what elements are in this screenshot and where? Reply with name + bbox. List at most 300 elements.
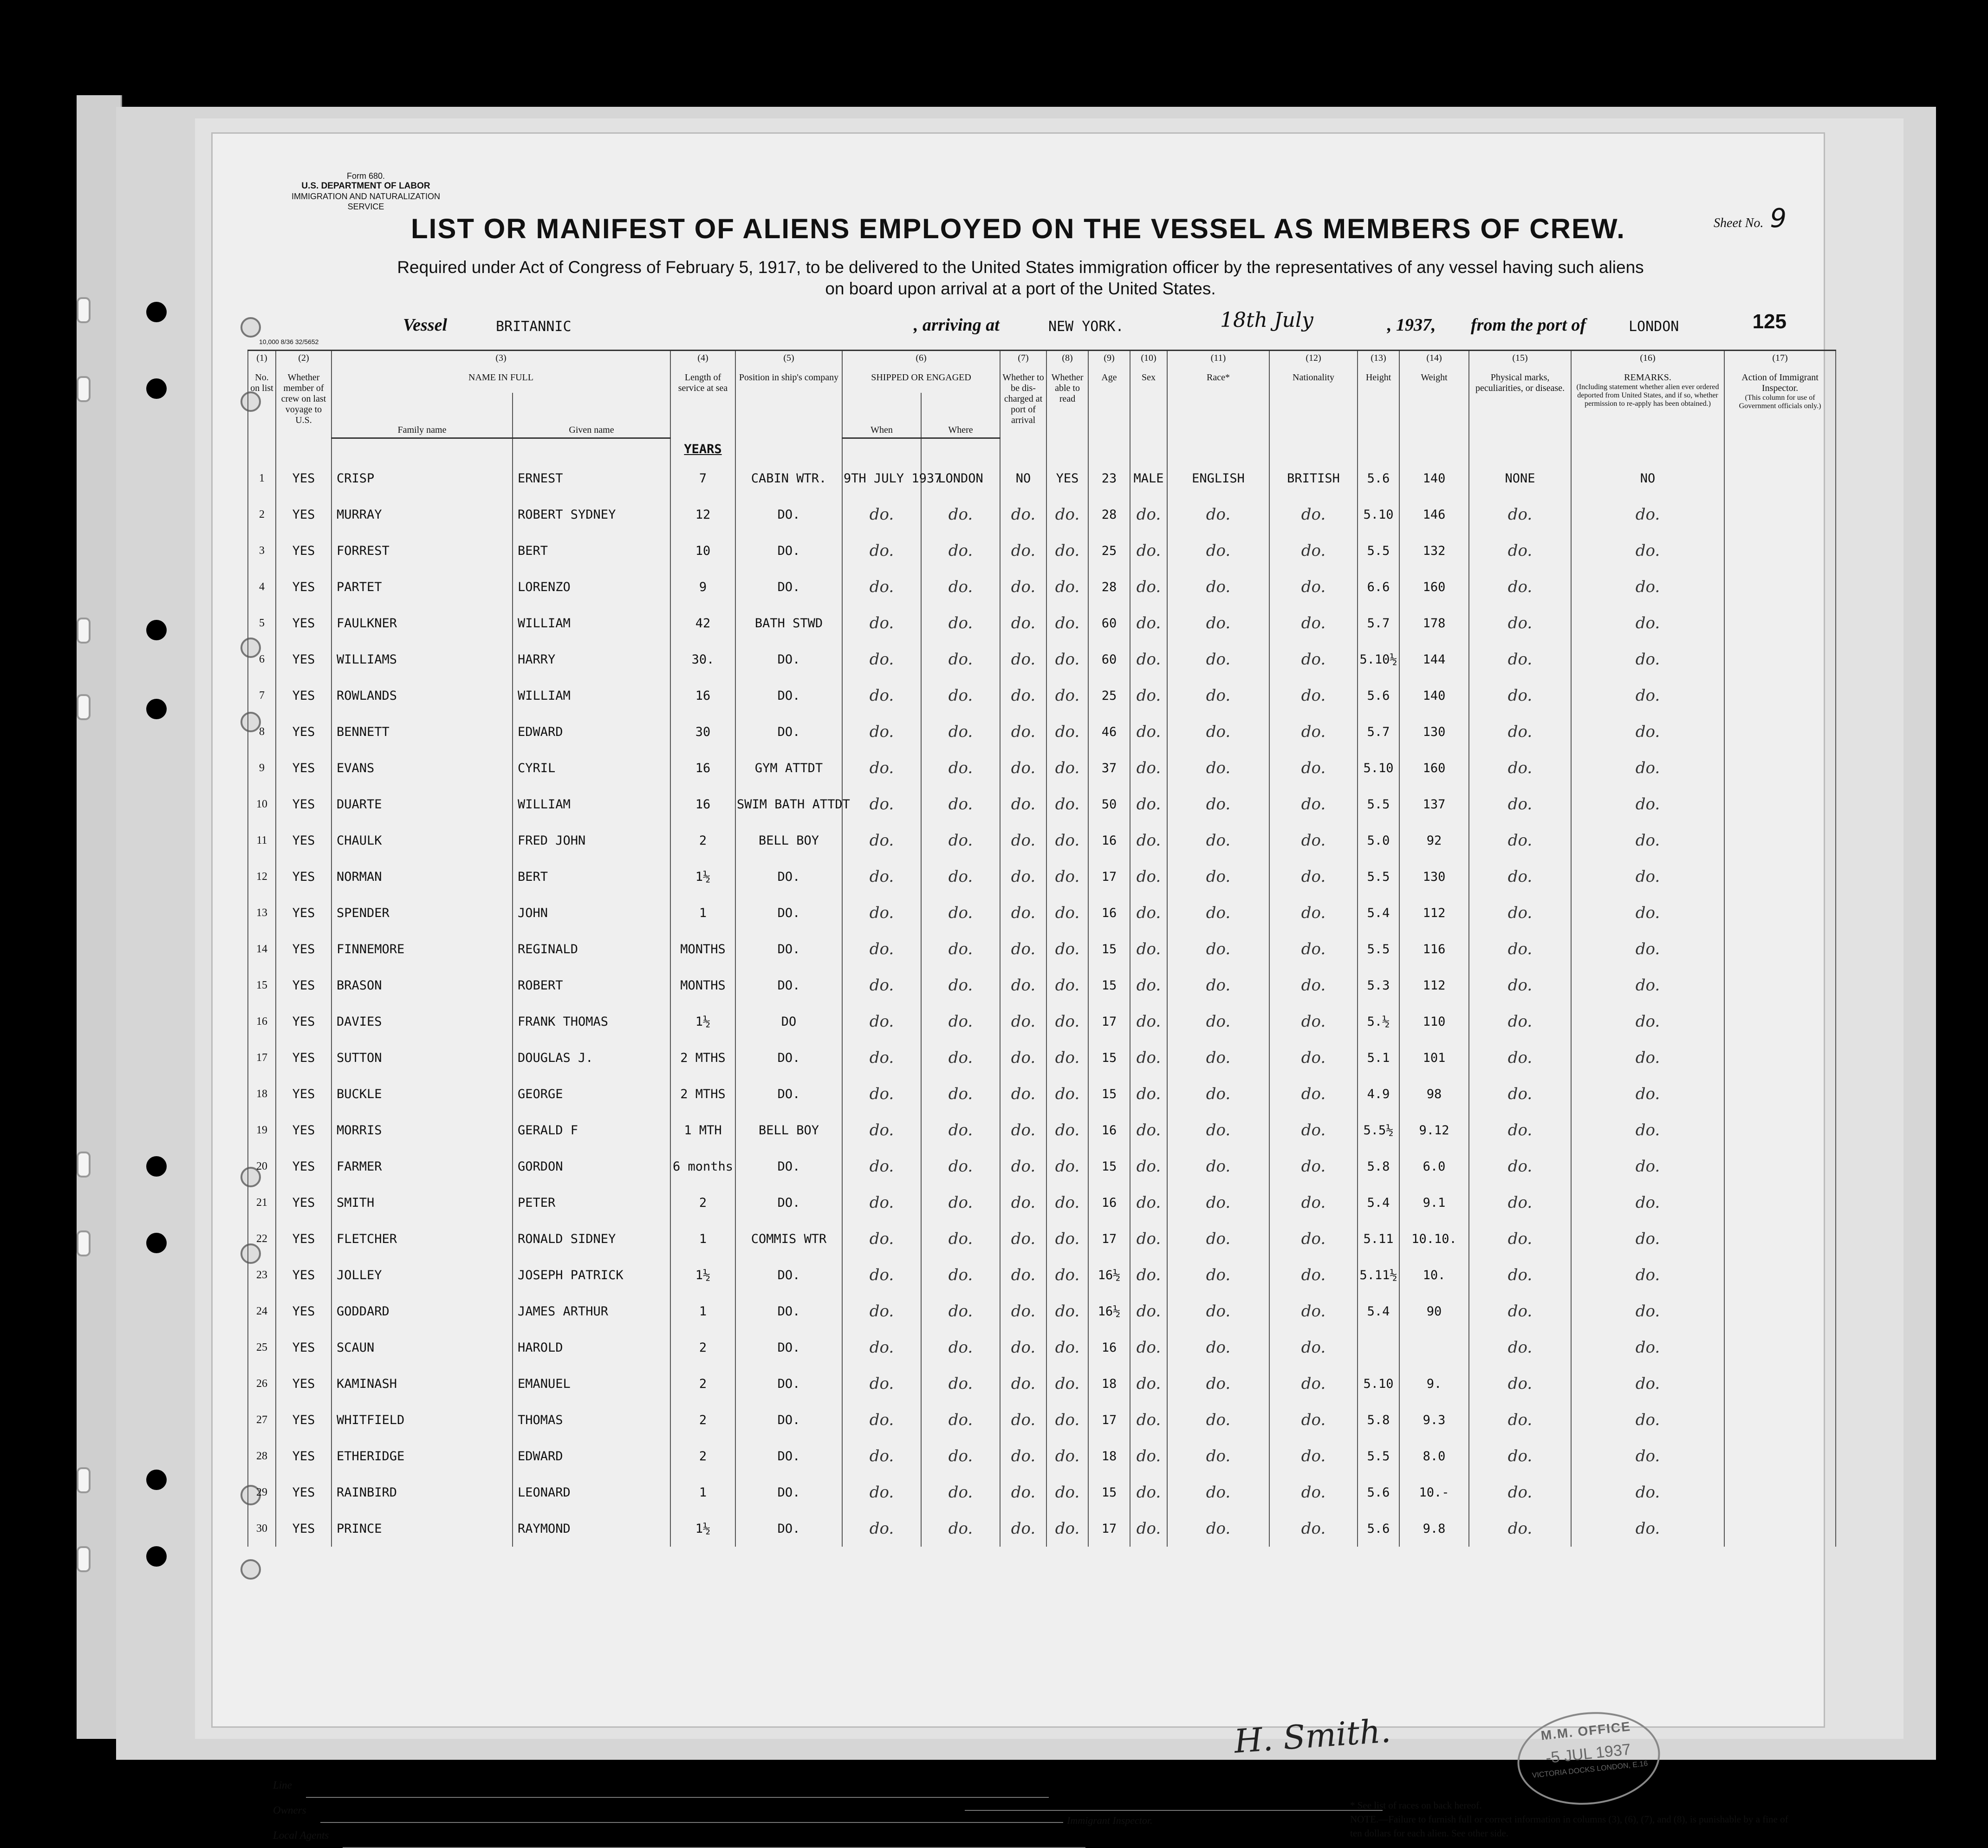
weight-cell: 98 [1399, 1076, 1469, 1112]
length-of-service-cell: 2 [670, 822, 735, 859]
header-group-row [248, 371, 1836, 393]
given-name-cell: HARRY [513, 641, 670, 677]
discharged-cell: do. [1000, 677, 1046, 714]
age-cell: 15 [1088, 967, 1130, 1003]
given-name-cell: GEORGE [513, 1076, 670, 1112]
member-last-voyage-cell: YES [276, 1366, 331, 1402]
arrival-year: , 1937, [1387, 315, 1436, 335]
race-cell: do. [1167, 1040, 1269, 1076]
member-last-voyage-cell: YES [276, 569, 331, 605]
nationality-cell: do. [1269, 677, 1358, 714]
header-physical-marks: Physical marks, peculiarities, or disease. [1469, 371, 1571, 438]
height-cell: 5.5 [1358, 931, 1399, 967]
table-row [248, 750, 1836, 786]
remarks-cell: do. [1571, 1293, 1724, 1329]
weight-cell: 9.1 [1399, 1184, 1469, 1221]
nationality-cell: do. [1269, 1112, 1358, 1148]
row-number-cell: 14 [248, 931, 276, 967]
family-name-cell: MORRIS [331, 1112, 513, 1148]
shipped-where-cell: do. [921, 533, 1000, 569]
header-given-name: Given name [513, 393, 670, 438]
family-name-cell: PARTET [331, 569, 513, 605]
sex-cell: do. [1130, 1003, 1167, 1040]
weight-cell: 9.12 [1399, 1112, 1469, 1148]
remarks-cell: do. [1571, 859, 1724, 895]
remarks-cell: do. [1571, 714, 1724, 750]
col-num: (5) [735, 351, 842, 371]
remarks-cell: do. [1571, 1040, 1724, 1076]
inspector-action-cell [1724, 641, 1836, 677]
row-number-cell: 24 [248, 1293, 276, 1329]
owners-rule [320, 1813, 1063, 1823]
table-row [248, 1293, 1836, 1329]
member-last-voyage-cell: YES [276, 1184, 331, 1221]
height-cell: 4.9 [1358, 1076, 1399, 1112]
able-to-read-cell: do. [1046, 859, 1088, 895]
binder-hole [146, 699, 167, 719]
physical-marks-cell: do. [1469, 1076, 1571, 1112]
member-last-voyage-cell: YES [276, 1293, 331, 1329]
weight-cell: 160 [1399, 750, 1469, 786]
able-to-read-cell: do. [1046, 605, 1088, 641]
remarks-cell: do. [1571, 1076, 1724, 1112]
shipped-when-cell: do. [842, 1040, 921, 1076]
header-nationality: Nationality [1269, 371, 1358, 438]
shipped-where-cell: do. [921, 967, 1000, 1003]
length-of-service-cell: 1 MTH [670, 1112, 735, 1148]
binder-hole [146, 620, 167, 640]
length-of-service-cell: 30 [670, 714, 735, 750]
shipped-where-cell: do. [921, 1003, 1000, 1040]
shipped-when-cell: do. [842, 1076, 921, 1112]
binder-slot [77, 1546, 91, 1572]
position-cell: DO. [735, 714, 842, 750]
nationality-cell: do. [1269, 1474, 1358, 1510]
nationality-cell: do. [1269, 1402, 1358, 1438]
table-row [248, 641, 1836, 677]
inspector-action-cell [1724, 496, 1836, 533]
discharged-cell: do. [1000, 714, 1046, 750]
length-of-service-cell: 2 MTHS [670, 1040, 735, 1076]
footer-owners-row [273, 1798, 1085, 1823]
family-name-cell: BENNETT [331, 714, 513, 750]
nationality-cell: do. [1269, 533, 1358, 569]
family-name-cell: RAINBIRD [331, 1474, 513, 1510]
table-row [248, 1329, 1836, 1366]
action-note: (This column for use of Government officials only.) [1739, 394, 1821, 410]
physical-marks-cell: do. [1469, 533, 1571, 569]
weight-cell: 130 [1399, 859, 1469, 895]
member-last-voyage-cell: YES [276, 1003, 331, 1040]
discharged-cell: NO [1000, 460, 1046, 496]
weight-cell: 90 [1399, 1293, 1469, 1329]
binder-hole [146, 378, 167, 399]
header-discharged: Whether to be dis-charged at port of arrival [1000, 371, 1046, 438]
height-cell [1358, 1329, 1399, 1366]
row-number-cell: 7 [248, 677, 276, 714]
race-cell: do. [1167, 750, 1269, 786]
age-cell: 23 [1088, 460, 1130, 496]
service-name: IMMIGRATION AND NATURALIZATION SERVICE [291, 192, 440, 211]
member-last-voyage-cell: YES [276, 750, 331, 786]
discharged-cell: do. [1000, 641, 1046, 677]
family-name-cell: DAVIES [331, 1003, 513, 1040]
member-last-voyage-cell: YES [276, 1402, 331, 1438]
able-to-read-cell: do. [1046, 1257, 1088, 1293]
given-name-cell: THOMAS [513, 1402, 670, 1438]
sex-cell: do. [1130, 967, 1167, 1003]
vessel-name: BRITANNIC [496, 319, 572, 335]
member-last-voyage-cell: YES [276, 533, 331, 569]
length-of-service-cell: 1½ [670, 859, 735, 895]
family-name-cell: ROWLANDS [331, 677, 513, 714]
able-to-read-cell: do. [1046, 1184, 1088, 1221]
remarks-cell: do. [1571, 1184, 1724, 1221]
nationality-cell: do. [1269, 1221, 1358, 1257]
table-row [248, 1438, 1836, 1474]
table-row [248, 605, 1836, 641]
col-num: (1) [248, 351, 276, 371]
length-of-service-cell: 1 [670, 1221, 735, 1257]
height-cell: 5.10½ [1358, 641, 1399, 677]
age-cell: 18 [1088, 1438, 1130, 1474]
shipped-where-cell: do. [921, 822, 1000, 859]
given-name-cell: DOUGLAS J. [513, 1040, 670, 1076]
shipped-when-cell: do. [842, 605, 921, 641]
sex-cell: do. [1130, 750, 1167, 786]
shipped-where-cell: do. [921, 641, 1000, 677]
able-to-read-cell: do. [1046, 1076, 1088, 1112]
inspector-action-cell [1724, 859, 1836, 895]
discharged-cell: do. [1000, 1293, 1046, 1329]
arriving-port: NEW YORK. [1048, 319, 1124, 335]
member-last-voyage-cell: YES [276, 822, 331, 859]
given-name-cell: RONALD SIDNEY [513, 1221, 670, 1257]
height-cell: 5.11 [1358, 1221, 1399, 1257]
member-last-voyage-cell: YES [276, 605, 331, 641]
shipped-where-cell: do. [921, 714, 1000, 750]
position-cell: DO. [735, 1293, 842, 1329]
header-able-to-read: Whether able to read [1046, 371, 1088, 438]
able-to-read-cell: do. [1046, 533, 1088, 569]
age-cell: 15 [1088, 1474, 1130, 1510]
header-name-in-full: NAME IN FULL [331, 371, 670, 393]
discharged-cell: do. [1000, 822, 1046, 859]
table-row [248, 895, 1836, 931]
binder-slot [77, 376, 91, 402]
able-to-read-cell: do. [1046, 895, 1088, 931]
length-of-service-cell: 1 [670, 1293, 735, 1329]
height-cell: 5.5 [1358, 859, 1399, 895]
col-num: (8) [1046, 351, 1088, 371]
length-of-service-cell: 16 [670, 750, 735, 786]
length-of-service-cell: 1½ [670, 1003, 735, 1040]
race-cell: do. [1167, 1184, 1269, 1221]
inspector-action-cell [1724, 1003, 1836, 1040]
shipped-when-cell: do. [842, 1221, 921, 1257]
form-number: Form 680. [346, 171, 385, 181]
inspector-action-cell [1724, 750, 1836, 786]
shipped-where-cell: do. [921, 786, 1000, 822]
sex-cell: do. [1130, 1076, 1167, 1112]
row-number-cell: 30 [248, 1510, 276, 1547]
discharged-cell: do. [1000, 533, 1046, 569]
family-name-cell: FARMER [331, 1148, 513, 1184]
race-cell: do. [1167, 1076, 1269, 1112]
shipped-when-cell: do. [842, 677, 921, 714]
age-cell: 15 [1088, 1076, 1130, 1112]
given-name-cell: EMANUEL [513, 1366, 670, 1402]
col-num: (12) [1269, 351, 1358, 371]
col-num: (2) [276, 351, 331, 371]
shipped-where-cell: LONDON [921, 460, 1000, 496]
race-cell: do. [1167, 677, 1269, 714]
physical-marks-cell: do. [1469, 1329, 1571, 1366]
binder-hole [146, 302, 167, 322]
able-to-read-cell: do. [1046, 1112, 1088, 1148]
age-cell: 60 [1088, 605, 1130, 641]
binder-slot [77, 297, 91, 323]
nationality-cell: do. [1269, 967, 1358, 1003]
height-cell: 5.4 [1358, 1184, 1399, 1221]
given-name-cell: BERT [513, 859, 670, 895]
member-last-voyage-cell: YES [276, 895, 331, 931]
col-num: (14) [1399, 351, 1469, 371]
height-cell: 5.11½ [1358, 1257, 1399, 1293]
position-cell: DO. [735, 895, 842, 931]
weight-cell: 92 [1399, 822, 1469, 859]
length-of-service-cell: 1 [670, 895, 735, 931]
able-to-read-cell: do. [1046, 822, 1088, 859]
age-cell: 16 [1088, 895, 1130, 931]
family-name-cell: PRINCE [331, 1510, 513, 1547]
row-number-cell: 25 [248, 1329, 276, 1366]
binder-slot [77, 694, 91, 720]
position-cell: DO [735, 1003, 842, 1040]
discharged-cell: do. [1000, 496, 1046, 533]
inspector-action-cell [1724, 1040, 1836, 1076]
table-row [248, 677, 1836, 714]
header-weight: Weight [1399, 371, 1469, 438]
position-cell: DO. [735, 496, 842, 533]
race-cell: do. [1167, 822, 1269, 859]
row-number-cell: 22 [248, 1221, 276, 1257]
row-number-cell: 11 [248, 822, 276, 859]
height-cell: 5.7 [1358, 605, 1399, 641]
shipped-where-cell: do. [921, 1329, 1000, 1366]
col-num: (6) [842, 351, 1000, 371]
shipped-where-cell: do. [921, 1438, 1000, 1474]
race-cell: do. [1167, 1438, 1269, 1474]
position-cell: BELL BOY [735, 1112, 842, 1148]
age-cell: 17 [1088, 1221, 1130, 1257]
able-to-read-cell: do. [1046, 1402, 1088, 1438]
length-of-service-cell: MONTHS [670, 931, 735, 967]
shipped-when-cell: do. [842, 1184, 921, 1221]
owners-label: Owners [273, 1804, 306, 1816]
weight-cell: 8.0 [1399, 1438, 1469, 1474]
weight-cell: 112 [1399, 895, 1469, 931]
inspector-action-cell [1724, 605, 1836, 641]
inspector-action-cell [1724, 1221, 1836, 1257]
able-to-read-cell: do. [1046, 1510, 1088, 1547]
table-row [248, 967, 1836, 1003]
binder-hole [146, 1156, 167, 1177]
member-last-voyage-cell: YES [276, 931, 331, 967]
age-cell: 50 [1088, 786, 1130, 822]
age-cell: 46 [1088, 714, 1130, 750]
race-cell: do. [1167, 1257, 1269, 1293]
discharged-cell: do. [1000, 1221, 1046, 1257]
discharged-cell: do. [1000, 786, 1046, 822]
nationality-cell: do. [1269, 1438, 1358, 1474]
given-name-cell: FRANK THOMAS [513, 1003, 670, 1040]
sex-cell: do. [1130, 605, 1167, 641]
age-cell: 37 [1088, 750, 1130, 786]
row-number-cell: 6 [248, 641, 276, 677]
inspector-action-cell [1724, 714, 1836, 750]
age-cell: 17 [1088, 859, 1130, 895]
shipped-where-cell: do. [921, 1293, 1000, 1329]
member-last-voyage-cell: YES [276, 1257, 331, 1293]
race-cell: do. [1167, 895, 1269, 931]
height-cell: 5.10 [1358, 750, 1399, 786]
header-sex: Sex [1130, 371, 1167, 438]
position-cell: DO. [735, 1076, 842, 1112]
able-to-read-cell: do. [1046, 1003, 1088, 1040]
weight-cell: 10. [1399, 1257, 1469, 1293]
table-row [248, 1003, 1836, 1040]
weight-cell: 101 [1399, 1040, 1469, 1076]
discharged-cell: do. [1000, 1438, 1046, 1474]
punch-ring [240, 1559, 261, 1580]
nationality-cell: do. [1269, 1003, 1358, 1040]
remarks-cell: do. [1571, 1112, 1724, 1148]
row-number-cell: 28 [248, 1438, 276, 1474]
race-cell: do. [1167, 533, 1269, 569]
inspector-action-cell [1724, 1293, 1836, 1329]
height-cell: 5.0 [1358, 822, 1399, 859]
race-cell: do. [1167, 1329, 1269, 1366]
length-of-service-cell: 7 [670, 460, 735, 496]
sex-cell: do. [1130, 1293, 1167, 1329]
race-cell: do. [1167, 641, 1269, 677]
family-name-cell: JOLLEY [331, 1257, 513, 1293]
sex-cell: do. [1130, 533, 1167, 569]
col-num: (10) [1130, 351, 1167, 371]
arriving-label: , arriving at [914, 315, 1000, 335]
row-number-cell: 21 [248, 1184, 276, 1221]
age-cell: 15 [1088, 1148, 1130, 1184]
position-cell: SWIM BATH ATTDT [735, 786, 842, 822]
remarks-cell: do. [1571, 822, 1724, 859]
shipped-when-cell: do. [842, 533, 921, 569]
shipped-where-cell: do. [921, 677, 1000, 714]
remarks-cell: do. [1571, 1003, 1724, 1040]
physical-marks-cell: do. [1469, 895, 1571, 931]
nationality-cell: do. [1269, 895, 1358, 931]
age-cell: 16 [1088, 1184, 1130, 1221]
given-name-cell: WILLIAM [513, 677, 670, 714]
years-row [248, 438, 1836, 461]
discharged-cell: do. [1000, 1003, 1046, 1040]
family-name-cell: NORMAN [331, 859, 513, 895]
binder-slot [77, 618, 91, 644]
row-number-cell: 1 [248, 460, 276, 496]
row-number-cell: 26 [248, 1366, 276, 1402]
physical-marks-cell: do. [1469, 569, 1571, 605]
height-cell: 5.6 [1358, 460, 1399, 496]
weight-cell: 160 [1399, 569, 1469, 605]
row-number-cell: 20 [248, 1148, 276, 1184]
position-cell: DO. [735, 859, 842, 895]
vessel-label: Vessel [403, 315, 447, 335]
inspector-signature: H. Smith. [1233, 1711, 1392, 1761]
row-number-cell: 3 [248, 533, 276, 569]
inspector-action-cell [1724, 569, 1836, 605]
shipped-where-cell: do. [921, 569, 1000, 605]
table-row [248, 1402, 1836, 1438]
shipped-when-cell: do. [842, 1438, 921, 1474]
col-num: (16) [1571, 351, 1724, 371]
remarks-cell: do. [1571, 533, 1724, 569]
age-cell: 16 [1088, 822, 1130, 859]
height-cell: 5.6 [1358, 677, 1399, 714]
footer-labels [273, 1773, 1085, 1848]
physical-marks-cell: do. [1469, 1148, 1571, 1184]
row-number-cell: 8 [248, 714, 276, 750]
race-cell: do. [1167, 569, 1269, 605]
able-to-read-cell: do. [1046, 496, 1088, 533]
position-cell: DO. [735, 1329, 842, 1366]
position-cell: DO. [735, 1510, 842, 1547]
header-no-on-list: No. on list [248, 371, 276, 438]
footnote-note: NOTE.—Failure to furnish full or correct information in columns (3), (6), (7), and (8), is punishable by a fine of ten dollars for each alien. See other side. [1350, 1814, 1788, 1839]
given-name-cell: PETER [513, 1184, 670, 1221]
family-name-cell: WILLIAMS [331, 641, 513, 677]
inspector-action-cell [1724, 1148, 1836, 1184]
shipped-when-cell: do. [842, 931, 921, 967]
nationality-cell: do. [1269, 1329, 1358, 1366]
age-cell: 15 [1088, 931, 1130, 967]
given-name-cell: REGINALD [513, 931, 670, 967]
header-where: Where [921, 393, 1000, 438]
shipped-where-cell: do. [921, 1402, 1000, 1438]
position-cell: DO. [735, 1257, 842, 1293]
family-name-cell: MURRAY [331, 496, 513, 533]
page-subtitle: Required under Act of Congress of February 5, 1917, to be delivered to the United States immigration officer by the representatives of any vessel having such aliens on board upon arrival at a port of the United States. [397, 258, 1644, 298]
header-family-name: Family name [331, 393, 513, 438]
manifest-body [248, 438, 1836, 1547]
height-cell: 5.6 [1358, 1510, 1399, 1547]
length-of-service-cell: 42 [670, 605, 735, 641]
sex-cell: do. [1130, 1438, 1167, 1474]
shipped-where-cell: do. [921, 931, 1000, 967]
inspector-action-cell [1724, 1257, 1836, 1293]
able-to-read-cell: YES [1046, 460, 1088, 496]
position-cell: CABIN WTR. [735, 460, 842, 496]
race-cell: do. [1167, 931, 1269, 967]
family-name-cell: FAULKNER [331, 605, 513, 641]
table-row [248, 1366, 1836, 1402]
shipped-where-cell: do. [921, 1474, 1000, 1510]
col-num: (17) [1724, 351, 1836, 371]
age-cell: 18 [1088, 1366, 1130, 1402]
shipped-where-cell: do. [921, 605, 1000, 641]
family-name-cell: BUCKLE [331, 1076, 513, 1112]
length-of-service-cell: 2 [670, 1402, 735, 1438]
race-cell: do. [1167, 1366, 1269, 1402]
